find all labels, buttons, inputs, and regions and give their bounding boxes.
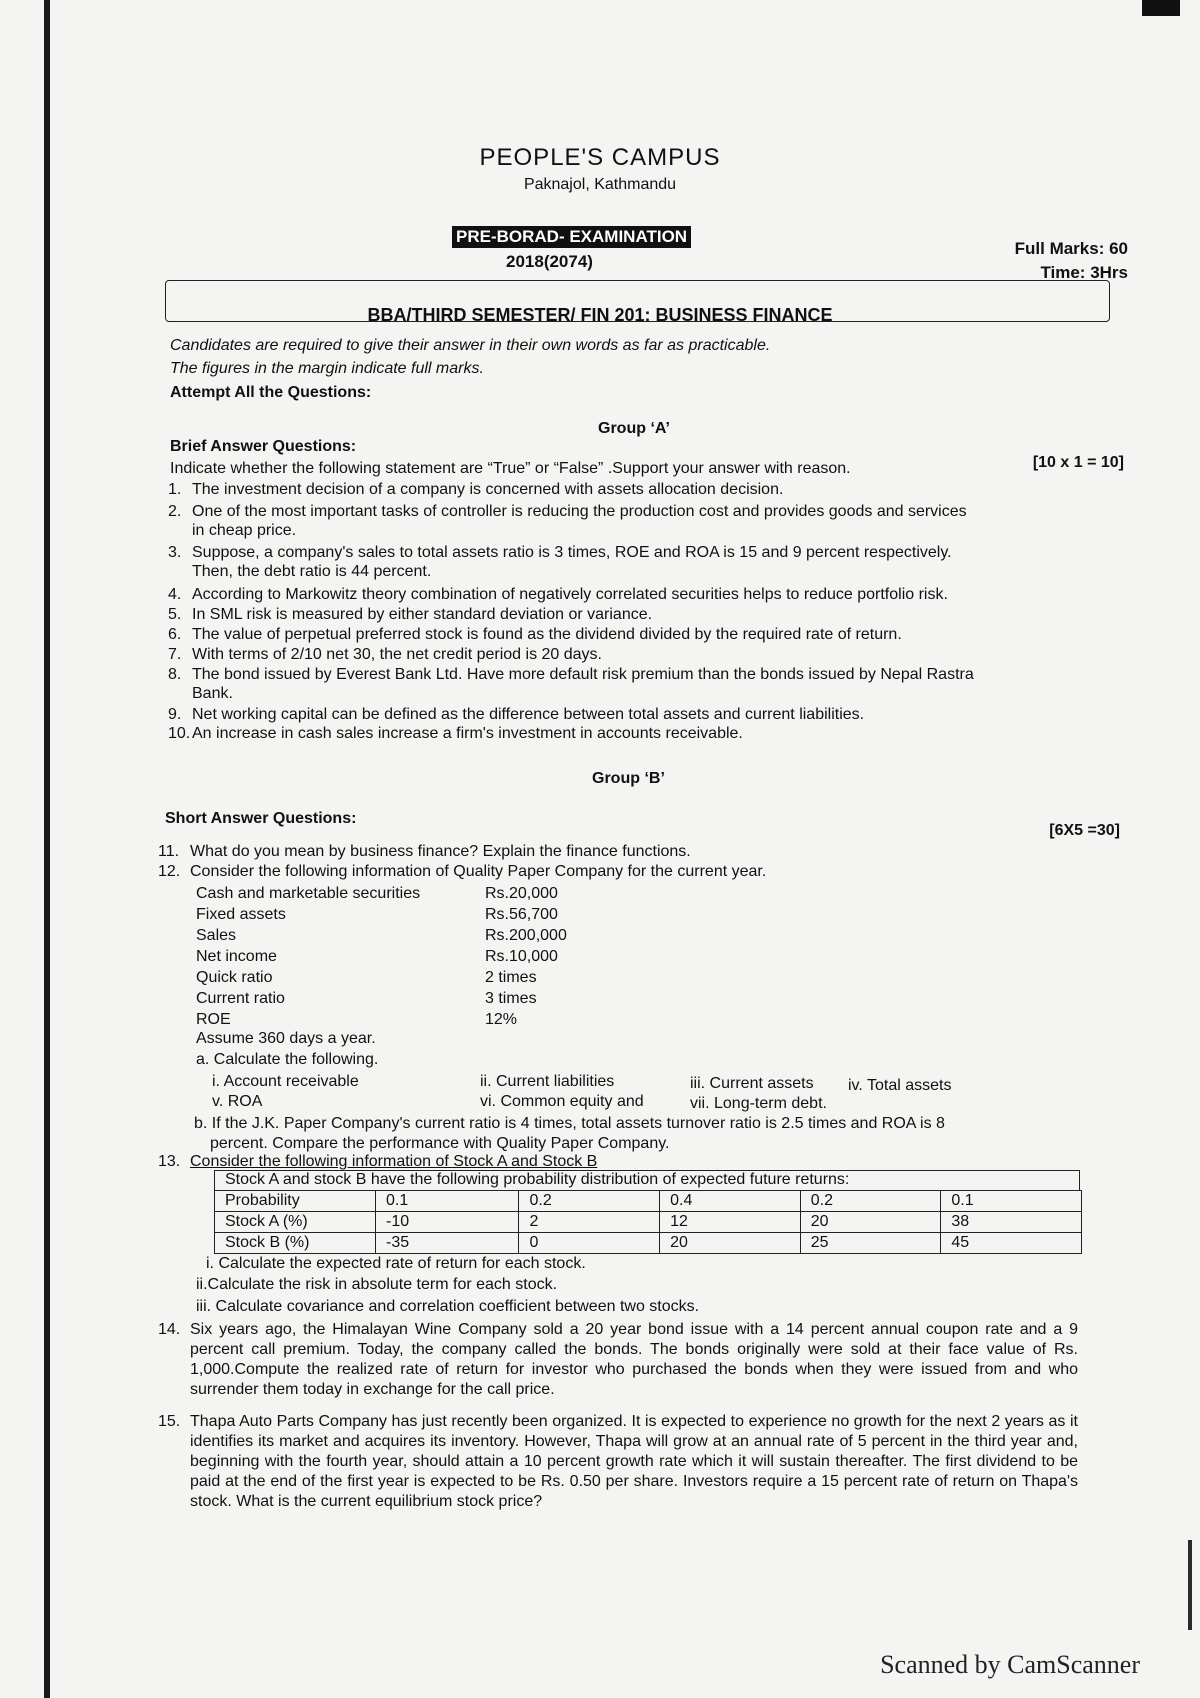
question-number: 13. xyxy=(158,1153,181,1170)
question-number: 5. xyxy=(168,606,182,623)
table-caption: Stock A and stock B have the following probability distribution of expected future returns: xyxy=(214,1170,1080,1190)
question-number: 11. xyxy=(158,843,180,860)
question-text: The value of perpetual preferred stock is found as the dividend divided by the required rate of return. xyxy=(192,626,902,643)
question-number: 12. xyxy=(158,863,181,880)
group-a-section: Brief Answer Questions: xyxy=(170,438,357,455)
financial-label: Current ratio xyxy=(196,990,285,1007)
group-a-marks: [10 x 1 = 10] xyxy=(1032,454,1124,471)
financial-label: ROE xyxy=(196,1011,231,1028)
question-number: 10. xyxy=(168,725,191,742)
table-cell: -10 xyxy=(376,1212,519,1233)
scan-edge-right xyxy=(1188,1540,1192,1630)
part-a-vii: vii. Long-term debt. xyxy=(690,1095,827,1112)
scanner-watermark: Scanned by CamScanner xyxy=(880,1650,1140,1679)
question-number: 8. xyxy=(168,666,182,683)
group-b-marks: [6X5 =30] xyxy=(1049,822,1120,839)
table-cell: -35 xyxy=(376,1233,519,1254)
question-text-continued: Bank. xyxy=(192,685,233,702)
question-number: 7. xyxy=(168,646,182,663)
group-a-title: Group ‘A’ xyxy=(598,420,670,437)
question-text-continued: Then, the debt ratio is 44 percent. xyxy=(192,563,432,580)
question-text: The bond issued by Everest Bank Ltd. Have more default risk premium than the bonds issued by Nepal Rastra xyxy=(192,666,974,683)
table-row xyxy=(215,1233,1082,1254)
table-cell: 45 xyxy=(941,1233,1082,1254)
financial-value: 12% xyxy=(485,1011,518,1028)
question-13 xyxy=(158,1152,1098,1172)
financial-label: Quick ratio xyxy=(196,969,273,986)
table-cell: 2 xyxy=(519,1212,660,1233)
question-number: 3. xyxy=(168,544,182,561)
true-false-question xyxy=(168,502,1098,540)
row-header-cell: Stock B (%) xyxy=(215,1233,376,1254)
true-false-question xyxy=(168,605,1098,624)
financial-value: Rs.20,000 xyxy=(485,885,558,902)
row-header-cell: Stock A (%) xyxy=(215,1212,376,1233)
question-text: An increase in cash sales increase a firm's investment in accounts receivable. xyxy=(192,725,743,742)
table-cell: 12 xyxy=(660,1212,801,1233)
question-number: 15. xyxy=(158,1413,181,1430)
question-text: The investment decision of a company is concerned with assets allocation decision. xyxy=(192,481,784,498)
course-title: BBA/THIRD SEMESTER/ FIN 201: BUSINESS FINANCE xyxy=(367,305,833,325)
financial-value: Rs.56,700 xyxy=(485,906,558,923)
question-12 xyxy=(158,862,1098,882)
question-number: 1. xyxy=(168,481,182,498)
part-a-i: i. Account receivable xyxy=(212,1073,359,1090)
part-a-v: v. ROA xyxy=(212,1093,263,1110)
instruction-line: The figures in the margin indicate full marks. xyxy=(170,360,484,377)
part-a-iii: iii. Current assets xyxy=(690,1075,814,1092)
financial-label: Sales xyxy=(196,927,237,944)
financial-label: Net income xyxy=(196,948,277,965)
institution-name: PEOPLE'S CAMPUS xyxy=(479,144,721,171)
table-cell: 0.1 xyxy=(941,1191,1082,1212)
financial-value: 2 times xyxy=(485,969,537,986)
stock-returns-table xyxy=(214,1190,1082,1254)
question-text: Six years ago, the Himalayan Wine Company sold a 20 year bond issue with a 14 percent annual coupon rate and a 9 percent call premium. Today, the company called the bonds. The bonds originally were sold at their face value of Rs. 1,000.Compute the realized rate of return for investor who purchased the bonds when they were issued from and who surrender them today in exchange for the call price. xyxy=(190,1321,1078,1398)
group-a-direction: Indicate whether the following statement are “True” or “False” .Support your answer with reason. xyxy=(170,460,851,477)
question-number: 9. xyxy=(168,706,182,723)
table-cell: 0.4 xyxy=(660,1191,801,1212)
part-a-iv: iv. Total assets xyxy=(848,1077,952,1094)
part-a-ii: ii. Current liabilities xyxy=(480,1073,615,1090)
part-b: b. If the J.K. Paper Company's current ratio is 4 times, total assets turnover ratio is 2.5 times and ROA is 8 xyxy=(194,1115,945,1132)
table-cell: 20 xyxy=(800,1212,941,1233)
table-cell: 0 xyxy=(519,1233,660,1254)
financial-label: Cash and marketable securities xyxy=(196,885,421,902)
marks-time-block xyxy=(1015,237,1128,285)
question-text: Consider the following information of Quality Paper Company for the current year. xyxy=(190,863,767,880)
full-marks: Full Marks: 60 xyxy=(1014,239,1128,258)
table-cell: 0.2 xyxy=(800,1191,941,1212)
question-text: Thapa Auto Parts Company has just recently been organized. It is expected to experience no growth for the next 2 years as it identifies its market and acquires its inventory. However, Thapa will grow at an annual rate of 5 percent in the third year and, beginning with the fourth year, should attain a 10 percent growth rate which it will sustain thereafter. The first dividend to be paid at the end of the first year is expected to be Rs. 0.50 per share. Investors require a 15 percent rate of return on Thapa's stock. What is the current equilibrium stock price? xyxy=(190,1413,1078,1510)
row-header-cell: Probability xyxy=(215,1191,376,1212)
true-false-question xyxy=(168,645,1098,664)
question-text: According to Markowitz theory combination of negatively correlated securities helps to reduce portfolio risk. xyxy=(192,586,948,603)
true-false-question xyxy=(168,543,1098,581)
exam-name: PRE-BORAD- EXAMINATION xyxy=(452,226,691,248)
part-a-vi: vi. Common equity and xyxy=(480,1093,644,1110)
attempt-all: Attempt All the Questions: xyxy=(170,384,372,401)
question-text: With terms of 2/10 net 30, the net credit period is 20 days. xyxy=(192,646,602,663)
question-number: 4. xyxy=(168,586,182,603)
question-text: In SML risk is measured by either standard deviation or variance. xyxy=(192,606,653,623)
question-text: Suppose, a company's sales to total assets ratio is 3 times, ROE and ROA is 15 and 9 percent respectively. xyxy=(192,544,952,561)
question-14 xyxy=(158,1320,1078,1400)
question-15 xyxy=(158,1412,1078,1512)
question-number: 14. xyxy=(158,1321,181,1338)
question-number: 6. xyxy=(168,626,182,643)
true-false-question xyxy=(168,665,1098,703)
table-row xyxy=(215,1212,1082,1233)
question-11 xyxy=(158,842,1098,862)
part-a-label: a. Calculate the following. xyxy=(196,1051,379,1068)
financial-value: 3 times xyxy=(485,990,537,1007)
institution-location: Paknajol, Kathmandu xyxy=(523,176,677,193)
q13-sub-ii: ii.Calculate the risk in absolute term for each stock. xyxy=(196,1276,558,1293)
exam-year: 2018(2074) xyxy=(506,252,593,271)
scan-corner-mark xyxy=(1142,0,1180,16)
part-b-cont: percent. Compare the performance with Quality Paper Company. xyxy=(210,1135,670,1152)
true-false-question xyxy=(168,625,1098,644)
q13-sub-iii: iii. Calculate covariance and correlation coefficient between two stocks. xyxy=(196,1298,700,1315)
question-number: 2. xyxy=(168,503,182,520)
question-text: One of the most important tasks of controller is reducing the production cost and provides goods and services xyxy=(192,503,967,520)
question-text: Consider the following information of Stock A and Stock B xyxy=(190,1153,598,1170)
q13-sub-i: i. Calculate the expected rate of return for each stock. xyxy=(206,1255,586,1272)
financial-value: Rs.10,000 xyxy=(485,948,558,965)
financial-label: Fixed assets xyxy=(196,906,286,923)
group-b-section: Short Answer Questions: xyxy=(165,810,357,827)
question-text: What do you mean by business finance? Explain the finance functions. xyxy=(190,843,691,860)
time-allowed: Time: 3Hrs xyxy=(1040,263,1128,282)
table-cell: 0.2 xyxy=(519,1191,660,1212)
group-b-title: Group ‘B’ xyxy=(592,770,665,787)
question-text-continued: in cheap price. xyxy=(192,522,297,539)
true-false-question xyxy=(168,724,1098,743)
scan-edge xyxy=(44,0,50,1698)
financial-value: Rs.200,000 xyxy=(485,927,567,944)
table-cell: 0.1 xyxy=(376,1191,519,1212)
assumption: Assume 360 days a year. xyxy=(196,1030,376,1047)
instruction-line: Candidates are required to give their answer in their own words as far as practicable. xyxy=(170,337,771,354)
table-cell: 25 xyxy=(800,1233,941,1254)
table-cell: 38 xyxy=(941,1212,1082,1233)
true-false-question xyxy=(168,705,1098,724)
true-false-question xyxy=(168,585,1098,604)
table-cell: 20 xyxy=(660,1233,801,1254)
true-false-question xyxy=(168,480,1098,499)
table-row xyxy=(215,1191,1082,1212)
question-text: Net working capital can be defined as the difference between total assets and current liabilities. xyxy=(192,706,865,723)
